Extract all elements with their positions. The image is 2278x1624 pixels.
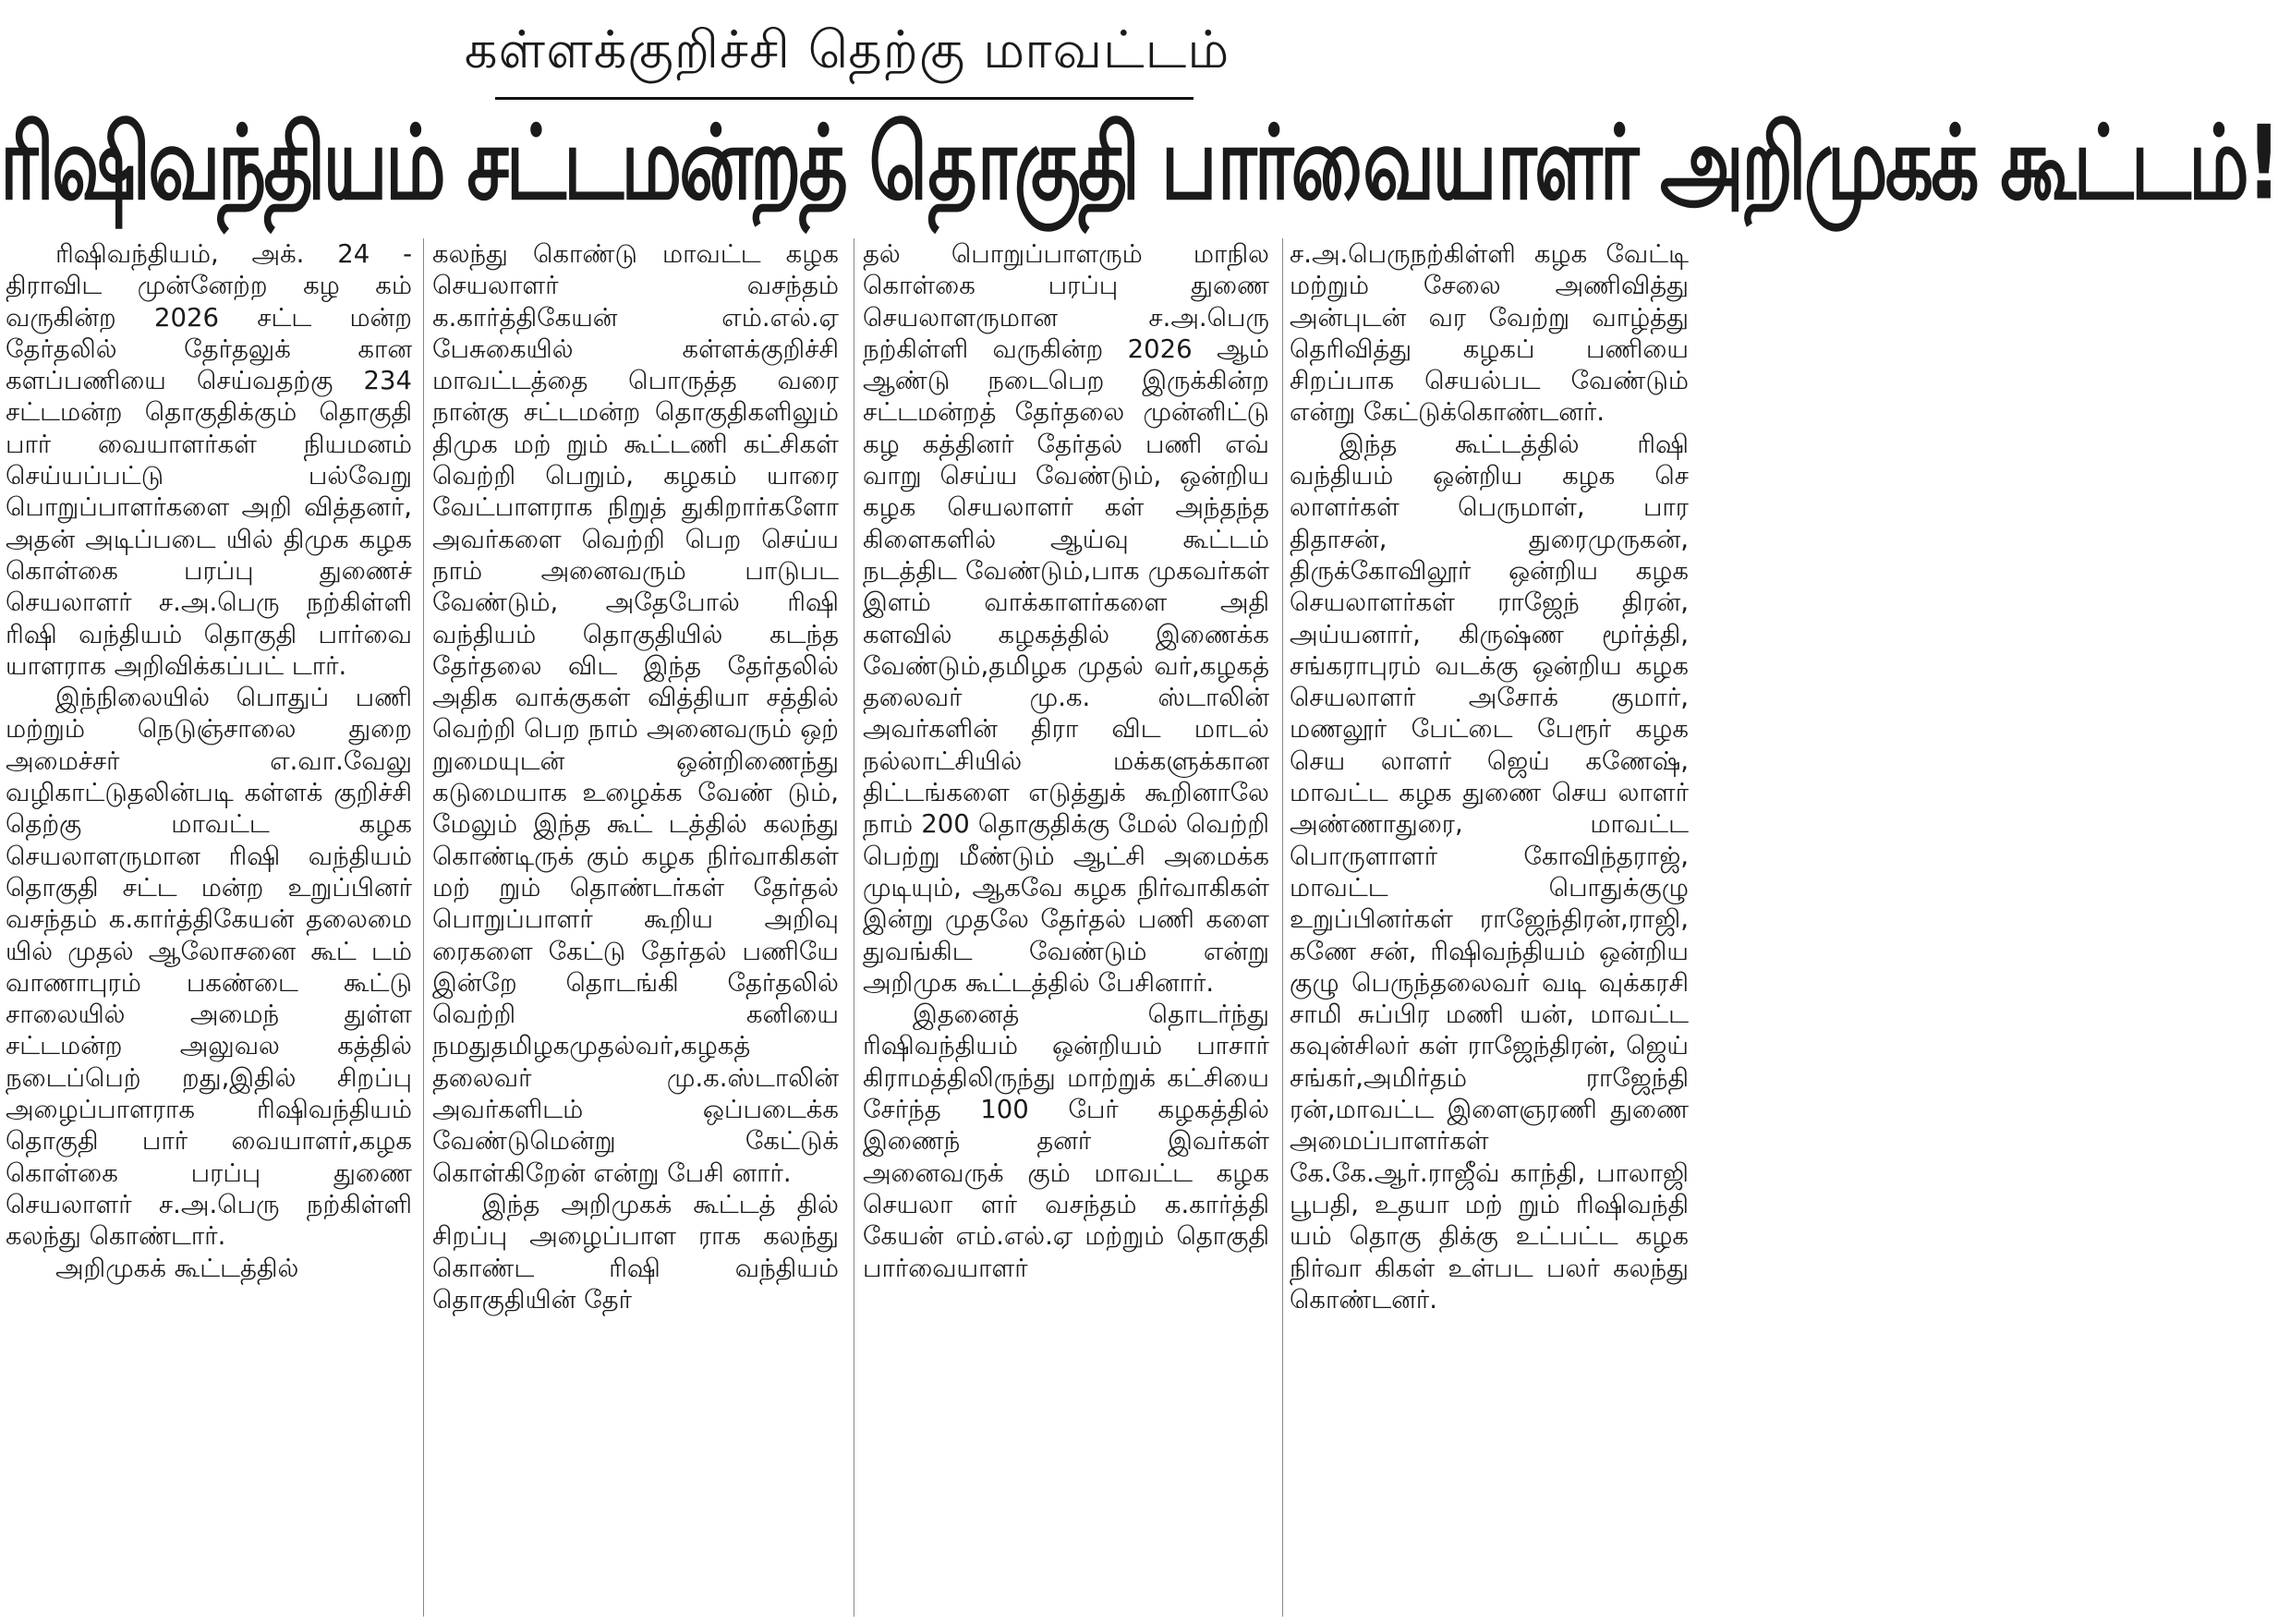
paragraph: கலந்து கொண்டு மாவட்ட கழக செயலாளர் வசந்தம் க.கார்த்திகேயன் எம்.எல்.ஏ பேசுகையில் கள்ளக்குறிச்சி மாவட்டத்தை பொருத்த வரை நான்கு சட்டமன்ற தொகுதிகளிலும் திமுக மற் றும் கூட்டணி கட்சிகள் வெற்றி பெறும், கழகம் யாரை வேட்பாளராக நிறுத் துகிறார்களோ அவர்களை வெற்றி பெற செய்ய நாம் அனைவரும் பாடுபட வேண்டும், அதேபோல் ரிஷி வந்தியம் தொகுதியில் கடந்த தேர்தலை விட இந்த தேர்தலில் அதிக வாக்குகள் வித்தியா சத்தில் வெற்றி பெற நாம் அனைவரும் ஒற் றுமையுடன் ஒன்றிணைந்து கடுமையாக உழைக்க வேண் டும், மேலும் இந்த கூட் டத்தில் கலந்து கொண்டிருக் கும் கழக நிர்வாகிகள் மற் றும் தொண்டர்கள் தேர்தல் பொறுப்பாளர் கூறிய அறிவு ரைகளை கேட்டு தேர்தல் பணியே இன்றே தொடங்கி தேர்தலில் வெற்றி கனியை நமதுதமிழகமுதல்வர்,கழகத் தலைவர் மு.க.ஸ்டாலின் அவர்களிடம் ஒப்படைக்க வேண்டுமென்று கேட்டுக் கொள்கிறேன் என்று பேசி னார். — [432, 239, 839, 1188]
article-headline: ரிஷிவந்தியம் சட்டமன்றத் தொகுதி பார்வையாளர் அறிமுகக் கூட்டம்! — [0, 104, 2278, 224]
paragraph: இந்த கூட்டத்தில் ரிஷி வந்தியம் ஒன்றிய கழக செ லாளர்கள் பெருமாள், பார திதாசன், துரைமுருகன், திருக்கோவிலூர் ஒன்றிய கழக செயலாளர்கள் ராஜேந் திரன், அய்யனார், கிருஷ்ண மூர்த்தி, சங்கராபுரம் வடக்கு ஒன்றிய கழக செயலாளர் அசோக் குமார், மணலூர் பேட்டை பேரூர் கழக செய லாளர் ஜெய் கணேஷ், மாவட்ட கழக துணை செய லாளர் அண்ணாதுரை, மாவட்ட பொருளாளர் கோவிந்தராஜ், மாவட்ட பொதுக்குழு உறுப்பினர்கள் ராஜேந்திரன்,ராஜி, கணே சன், ரிஷிவந்தியம் ஒன்றிய குழு பெருந்தலைவர் வடி வுக்கரசி சாமி சுப்பிர மணி யன், மாவட்ட கவுன்சிலர் கள் ராஜேந்திரன், ஜெய் சங்கர்,அமிர்தம் ராஜேந்தி ரன்,மாவட்ட இளைஞரணி துணை அமைப்பாளர்கள் கே.கே.ஆர்.ராஜீவ் காந்தி, பாலாஜி பூபதி, உதயா மற் றும் ரிஷிவந்தி யம் தொகு திக்கு உட்பட்ட கழக நிர்வா கிகள் உள்பட பலர் கலந்து கொண்டனர். — [1290, 429, 1689, 1315]
paragraph: அறிமுகக் கூட்டத்தில் — [55, 1253, 299, 1283]
paragraph: ரிஷிவந்தியம், அக். 24 - திராவிட முன்னேற்ற கழ கம் வருகின்ற 2026 சட்ட மன்ற தேர்தலில் தேர்தலுக் கான களப்பணியை செய்வதற்கு 234 சட்டமன்ற தொகுதிக்கும் தொகுதி பார் வையாளர்கள் நியமனம் செய்யப்பட்டு பல்வேறு பொறுப்பாளர்களை அறி வித்தனர், அதன் அடிப்படை யில் திமுக கழக கொள்கை பரப்பு துணைச் செயலாளர் ச.அ.பெரு நற்கிள்ளி ரிஷி வந்தியம் தொகுதி பார்வை யாளராக அறிவிக்கப்பட் டார். — [6, 239, 412, 681]
column-divider — [423, 238, 424, 1617]
paragraph: ச.அ.பெருநற்கிள்ளி கழக வேட்டி மற்றும் சேலை அணிவித்து அன்புடன் வர வேற்று வாழ்த்து தெரிவித்து கழகப் பணியை சிறப்பாக செயல்பட வேண்டும் என்று கேட்டுக்கொண்டனர். — [1290, 239, 1689, 428]
article-column-1 — [6, 238, 412, 1617]
article-column-2 — [432, 238, 839, 1617]
district-kicker: கள்ளக்குறிச்சி தெற்கு மாவட்டம் — [464, 20, 1230, 80]
column-divider — [1282, 238, 1283, 1617]
paragraph: இந்நிலையில் பொதுப் பணி மற்றும் நெடுஞ்சாலை துறை அமைச்சர் எ.வா.வேலு வழிகாட்டுதலின்படி கள்ளக் குறிச்சி தெற்கு மாவட்ட கழக செயலாளருமான ரிஷி வந்தியம் தொகுதி சட்ட மன்ற உறுப்பினர் வசந்தம் க.கார்த்திகேயன் தலைமை யில் முதல் ஆலோசனை கூட் டம் வாணாபுரம் பகண்டை கூட்டு சாலையில் அமைந் துள்ள சட்டமன்ற அலுவல கத்தில் நடைப்பெற் றது,இதில் சிறப்பு அழைப்பாளராக ரிஷிவந்தியம் தொகுதி பார் வையாளர்,கழக கொள்கை பரப்பு துணை செயலாளர் ச.அ.பெரு நற்கிள்ளி கலந்து கொண்டார். — [6, 683, 412, 1252]
paragraph: தல் பொறுப்பாளரும் மாநில கொள்கை பரப்பு துணை செயலாளருமான ச.அ.பெரு நற்கிள்ளி வருகின்ற 2026 ஆம் ஆண்டு நடைபெற இருக்கின்ற சட்டமன்றத் தேர்தலை முன்னிட்டு கழ கத்தினர் தேர்தல் பணி எவ் வாறு செய்ய வேண்டும், ஒன்றிய கழக செயலாளர் கள் அந்தந்த கிளைகளில் ஆய்வு கூட்டம் நடத்திட வேண்டும்,பாக முகவர்கள் இளம் வாக்காளர்களை அதி களவில் கழகத்தில் இணைக்க வேண்டும்,தமிழக முதல் வர்,கழகத் தலைவர் மு.க. ஸ்டாலின் அவர்களின் திரா விட மாடல் நல்லாட்சியில் மக்களுக்கான திட்டங்களை எடுத்துக் கூறினாலே நாம் 200 தொகுதிக்கு மேல் வெற்றி பெற்று மீண்டும் ஆட்சி அமைக்க முடியும், ஆகவே கழக நிர்வாகிகள் இன்று முதலே தேர்தல் பணி களை துவங்கிட வேண்டும் என்று அறிமுக கூட்டத்தில் பேசினார். — [863, 239, 1269, 998]
article-column-4 — [1290, 238, 1689, 1617]
article-column-3 — [863, 238, 1269, 1617]
paragraph: இந்த அறிமுகக் கூட்டத் தில் சிறப்பு அழைப்பாள ராக கலந்து கொண்ட ரிஷி வந்தியம் தொகுதியின் தேர் — [432, 1189, 839, 1315]
paragraph: இதனைத் தொடர்ந்து ரிஷிவந்தியம் ஒன்றியம் பாசார் கிராமத்திலிருந்து மாற்றுக் கட்சியை சேர்ந்த 100 பேர் கழகத்தில் இணைந் தனர் இவர்கள் அனைவருக் கும் மாவட்ட கழக செயலா ளர் வசந்தம் க.கார்த்தி கேயன் எம்.எல்.ஏ மற்றும் தொகுதி பார்வையாளர் — [863, 1000, 1269, 1283]
